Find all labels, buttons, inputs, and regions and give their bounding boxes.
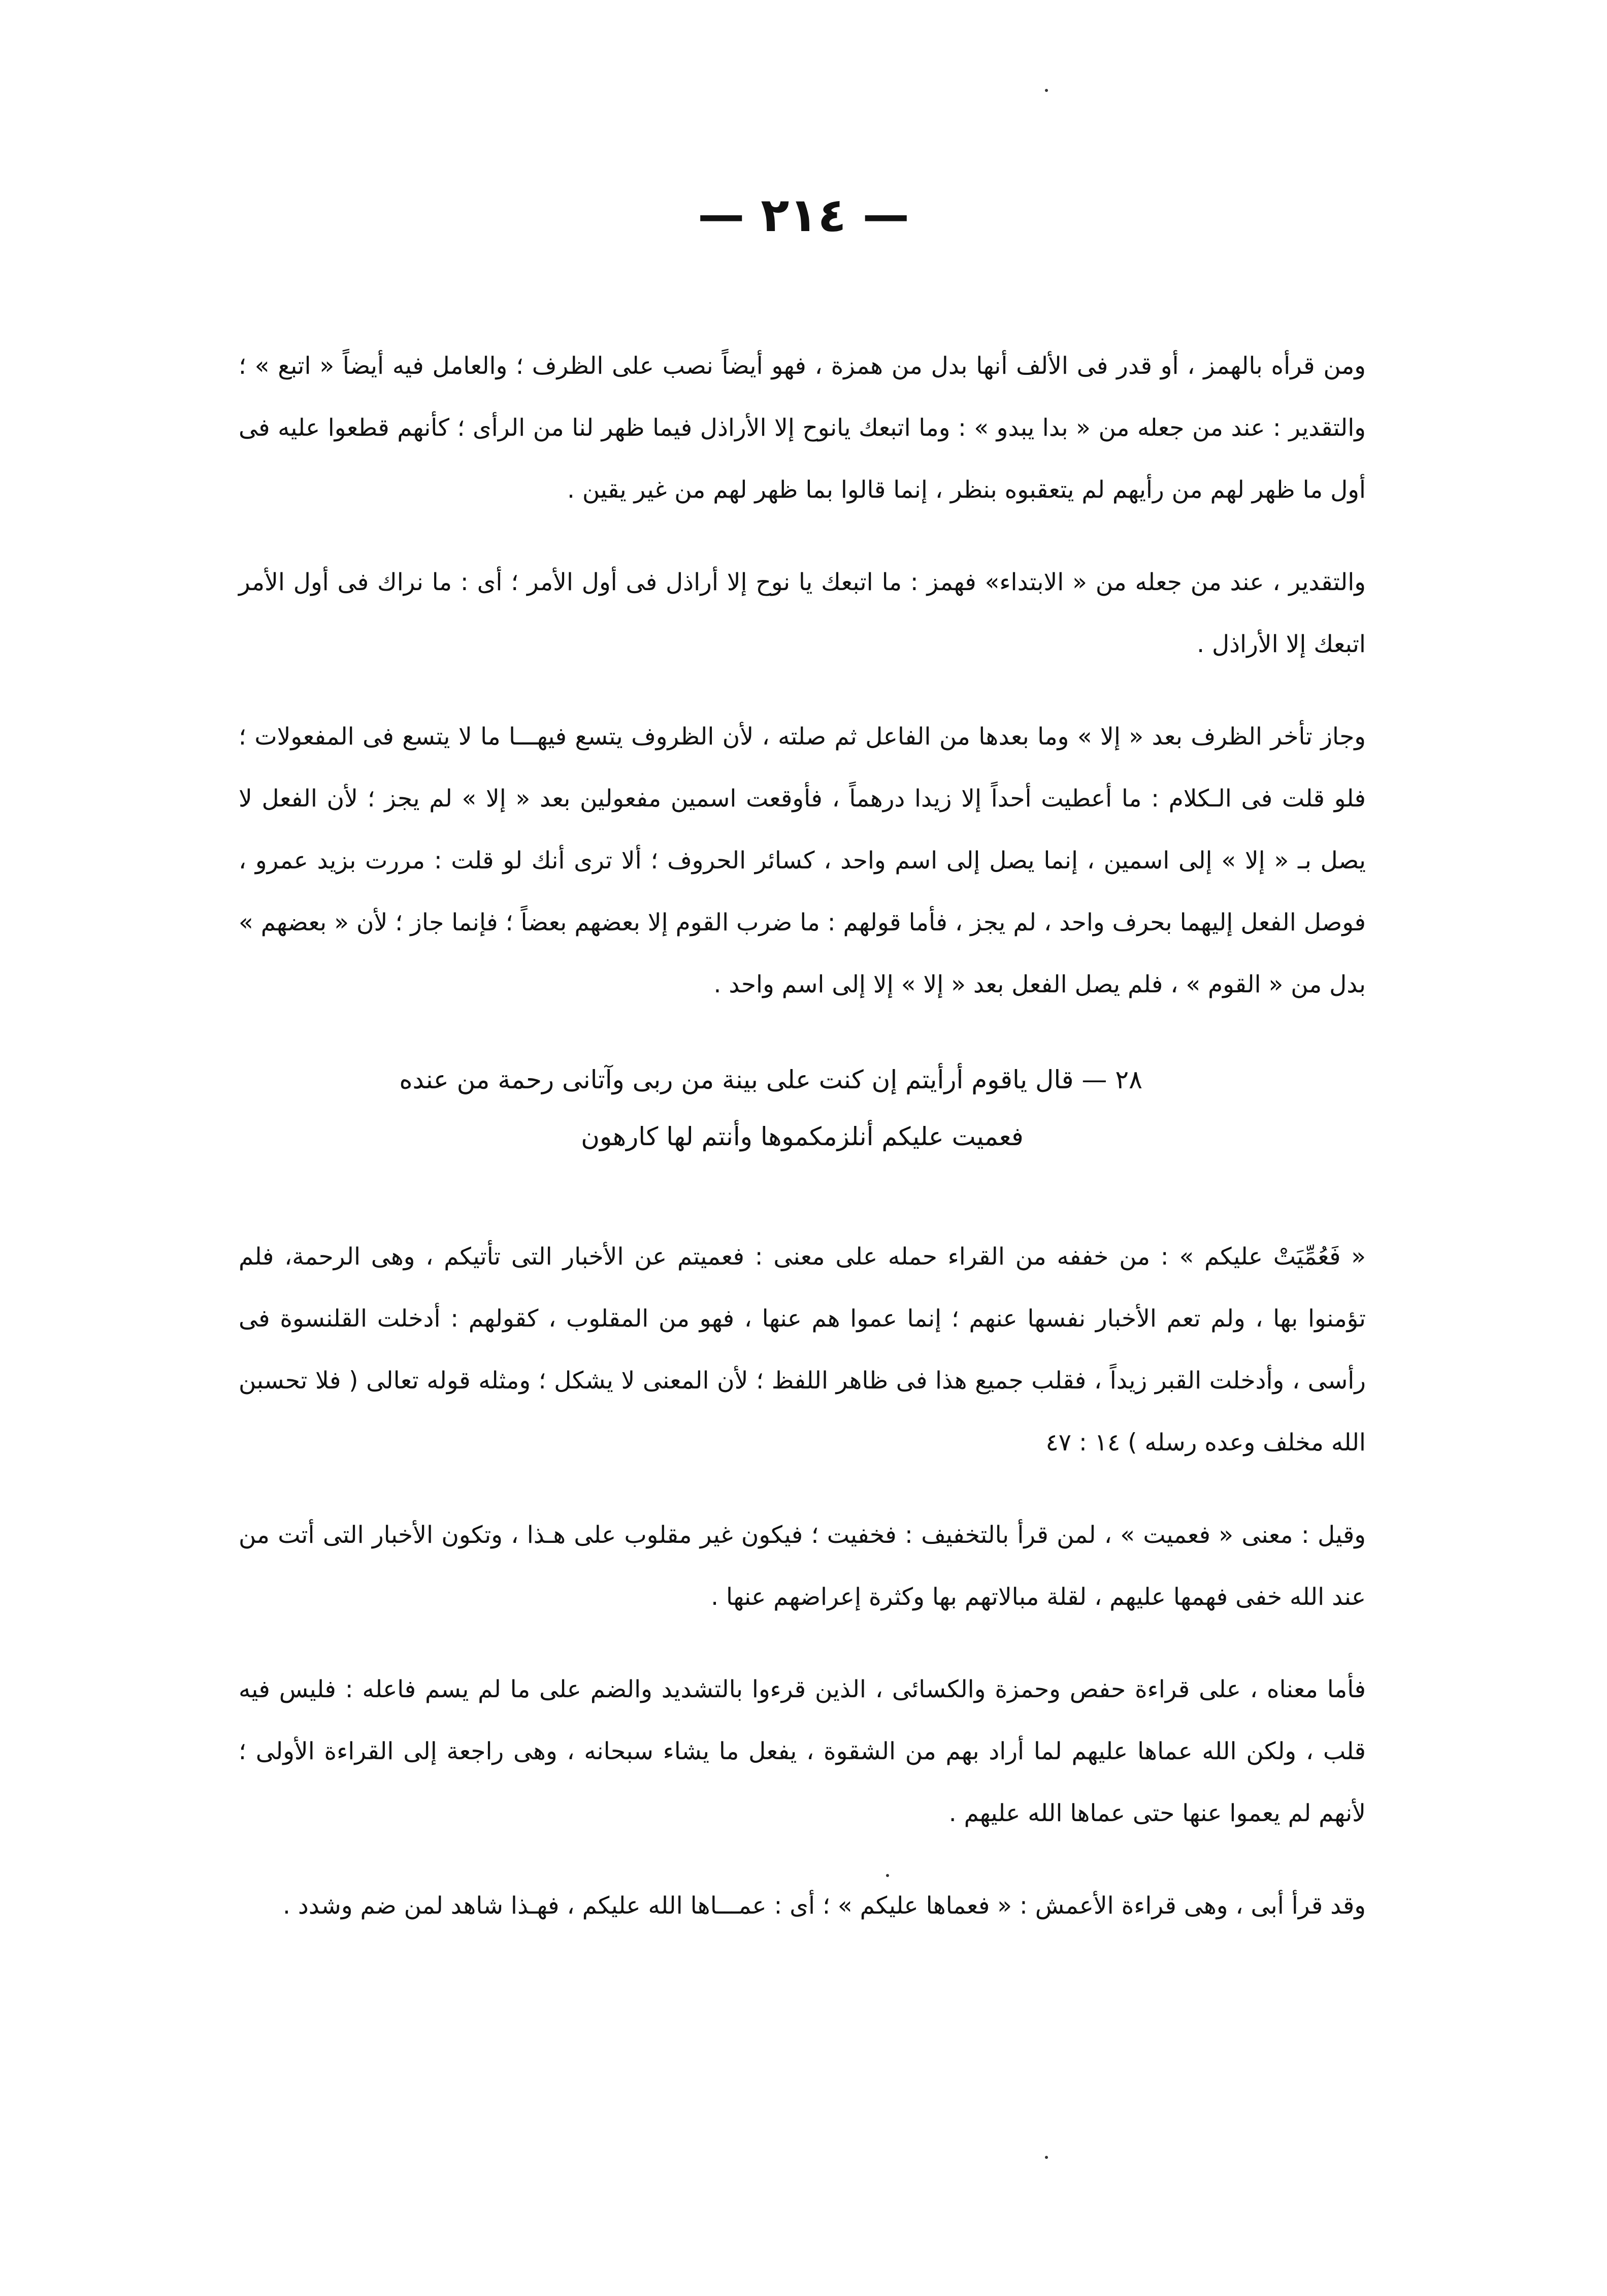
paragraph-7: وقد قرأ أبى ، وهى قراءة الأعمش : « فعماها عليكم » ؛ أى : عمـــاها الله عليكم ، فهـذا شاهد لمن ضم وشدد . <box>282 1892 1366 1920</box>
quran-verse <box>239 1051 1366 1165</box>
paragraph-6: فأما معناه ، على قراءة حفص وحمزة والكسائى ، الذين قرءوا بالتشديد والضم على ما لم يسم فاعله : فليس فيه قلب ، ولكن الله عماها عليهم لما أراد بهم من الشقوة ، يفعل ما يشاء سبحانه ، وهى راجعة إلى القراءة الأولى ؛ لأنهم لم يعموا عنها حتى عماها الله عليهم . <box>239 1675 1366 1827</box>
scan-speck <box>886 1874 889 1877</box>
scan-speck <box>1045 89 1048 92</box>
scan-speck <box>1045 2156 1048 2159</box>
paragraph-4: « فَعُمِّيَتْ عليكم » : من خففه من القراء حمله على معنى : فعميتم عن الأخبار التى تأتيكم ، وهى الرحمة، فلم تؤمنوا بها ، ولم تعم الأخبار نفسها عنهم ؛ إنما عموا هم عنها ، فهو من المقلوب ، كقولهم : أدخلت القلنسوة فى رأسى ، وأدخلت القبر زيداً ، فقلب جميع هذا فى ظاهر اللفظ ؛ لأن المعنى لا يشكل ؛ ومثله قوله تعالى ( فلا تحسبن الله مخلف وعده رسله ) ١٤ : ٤٧ <box>239 1243 1366 1457</box>
verse-line-2: فعميت عليكم أنلزمكموها وأنتم لها كارهون <box>581 1122 1024 1151</box>
paragraph-1: ومن قرأه بالهمز ، أو قدر فى الألف أنها بدل من همزة ، فهو أيضاً نصب على الظرف ؛ والعامل فيه أيضاً « اتبع » ؛ والتقدير : عند من جعله من « بدا يبدو » : وما اتبعك يانوح إلا الأراذل فيما ظهر لنا من الرأى ؛ كأنهم قطعوا عليه فى أول ما ظهر لهم من رأيهم لم يتعقبوه بنظر ، إنما قالوا بما ظهر لهم من غير يقين . <box>239 352 1366 504</box>
paragraph-3: وجاز تأخر الظرف بعد « إلا » وما بعدها من الفاعل ثم صلته ، لأن الظروف يتسع فيهـــا ما لا يتسع فى المفعولات ؛ فلو قلت فى الـكلام : ما أعطيت أحداً إلا زيدا درهماً ، فأوقعت اسمين مفعولين بعد « إلا » لم يجز ؛ لأن الفعل لا يصل بـ « إلا » إلى اسمين ، إنما يصل إلى اسم واحد ، كسائر الحروف ؛ ألا ترى أنك لو قلت : مررت بزيد عمرو ، فوصل الفعل إليهما بحرف واحد ، لم يجز ، فأما قولهم : ما ضرب القوم إلا بعضهم بعضاً ؛ فإنما جاز ؛ لأن « بعضهم » بدل من « القوم » ، فلم يصل الفعل بعد « إلا » إلا إلى اسم واحد . <box>239 723 1366 998</box>
body-text <box>239 335 1366 1967</box>
paragraph-2: والتقدير ، عند من جعله من « الابتداء» فهمز : ما اتبعك يا نوح إلا أراذل فى أول الأمر ؛ أى : ما نراك فى أول الأمر اتبعك إلا الأراذل . <box>239 568 1366 658</box>
verse-line-1: ٢٨ — قال ياقوم أرأيتم إن كنت على بينة من ربى وآتانى رحمة من عنده <box>399 1065 1142 1094</box>
page-number: — ٢١٤ — <box>698 188 909 242</box>
paragraph-5: وقيل : معنى « فعميت » ، لمن قرأ بالتخفيف : فخفيت ؛ فيكون غير مقلوب على هـذا ، وتكون الأخبار التى أتت من عند الله خفى فهمها عليهم ، لقلة مبالاتهم بها وكثرة إعراضهم عنها . <box>239 1521 1366 1611</box>
